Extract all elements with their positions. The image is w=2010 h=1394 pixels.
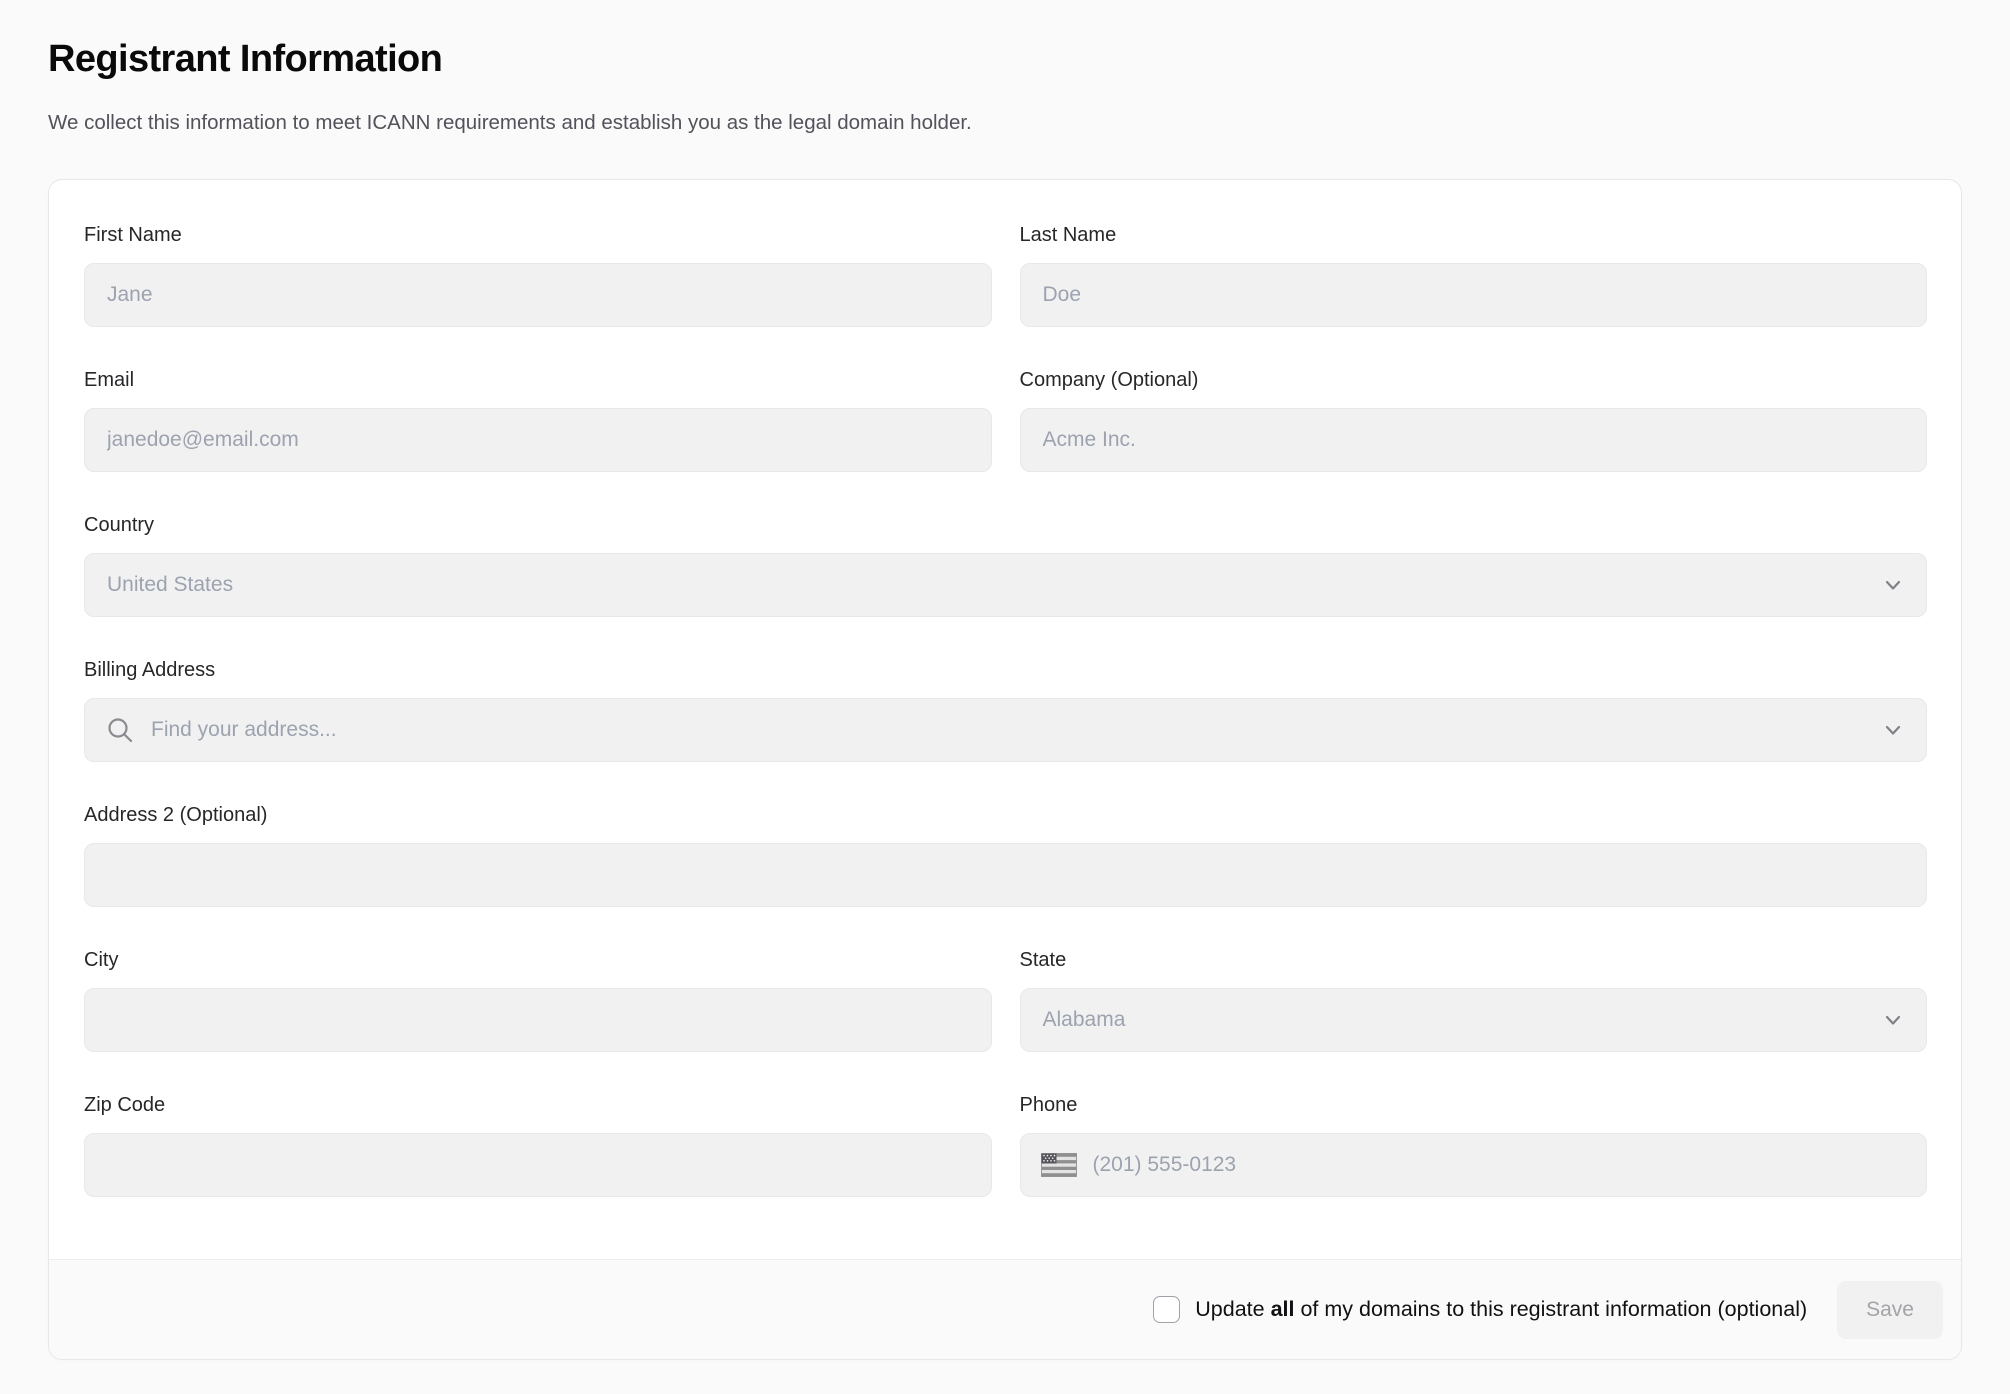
update-all-domains-option[interactable] bbox=[1153, 1296, 1807, 1323]
last-name-label: Last Name bbox=[1019, 224, 1117, 246]
update-all-checkbox[interactable] bbox=[1153, 1296, 1180, 1323]
last-name-input[interactable] bbox=[1020, 263, 1928, 327]
country-row bbox=[84, 514, 1927, 617]
phone-input[interactable] bbox=[1093, 1134, 1907, 1196]
zip-field bbox=[84, 1094, 992, 1197]
phone-input-group[interactable] bbox=[1020, 1133, 1928, 1197]
email-company-row bbox=[84, 369, 1927, 472]
company-field bbox=[1020, 369, 1928, 472]
state-label: State bbox=[1019, 949, 1067, 971]
email-field bbox=[84, 369, 992, 472]
state-select[interactable] bbox=[1020, 988, 1928, 1052]
address2-input[interactable] bbox=[84, 843, 1927, 907]
address2-field bbox=[84, 804, 1927, 907]
first-name-input[interactable] bbox=[84, 263, 992, 327]
page-title: Registrant Information bbox=[48, 38, 443, 80]
first-name-field bbox=[84, 224, 992, 327]
zip-phone-row bbox=[84, 1094, 1927, 1197]
search-icon bbox=[105, 715, 135, 745]
first-name-label: First Name bbox=[84, 224, 182, 246]
registrant-form-card bbox=[48, 179, 1962, 1360]
update-all-label: Update all of my domains to this registrant information (optional) bbox=[1195, 1297, 1808, 1321]
country-label: Country bbox=[84, 514, 155, 536]
address2-label: Address 2 (Optional) bbox=[84, 804, 268, 826]
address2-row bbox=[84, 804, 1927, 907]
phone-label: Phone bbox=[1019, 1094, 1078, 1116]
city-label: City bbox=[84, 949, 119, 971]
zip-input[interactable] bbox=[84, 1133, 992, 1197]
billing-address-field bbox=[84, 659, 1927, 762]
billing-address-input[interactable] bbox=[151, 699, 1864, 761]
billing-address-row bbox=[84, 659, 1927, 762]
company-label: Company (Optional) bbox=[1019, 369, 1199, 391]
email-input[interactable] bbox=[84, 408, 992, 472]
form-footer bbox=[49, 1259, 1961, 1359]
zip-label: Zip Code bbox=[84, 1094, 166, 1116]
phone-field bbox=[1020, 1094, 1928, 1197]
country-field bbox=[84, 514, 1927, 617]
registrant-form-body bbox=[49, 180, 1961, 1259]
company-input[interactable] bbox=[1020, 408, 1928, 472]
city-input[interactable] bbox=[84, 988, 992, 1052]
country-selected-value: United States bbox=[107, 573, 234, 596]
chevron-down-icon bbox=[1880, 717, 1906, 743]
state-field bbox=[1020, 949, 1928, 1052]
last-name-field bbox=[1020, 224, 1928, 327]
chevron-down-icon bbox=[1880, 572, 1906, 598]
save-button[interactable]: Save bbox=[1837, 1281, 1943, 1339]
chevron-down-icon bbox=[1880, 1007, 1906, 1033]
page-subtitle: We collect this information to meet ICANN requirements and establish you as the legal domain holder. bbox=[48, 111, 972, 134]
country-select[interactable] bbox=[84, 553, 1927, 617]
email-label: Email bbox=[84, 369, 135, 391]
name-row bbox=[84, 224, 1927, 327]
city-state-row bbox=[84, 949, 1927, 1052]
billing-address-search[interactable] bbox=[84, 698, 1927, 762]
billing-address-label: Billing Address bbox=[84, 659, 216, 681]
us-flag-icon bbox=[1041, 1153, 1077, 1177]
state-selected-value: Alabama bbox=[1042, 1008, 1126, 1031]
city-field bbox=[84, 949, 992, 1052]
